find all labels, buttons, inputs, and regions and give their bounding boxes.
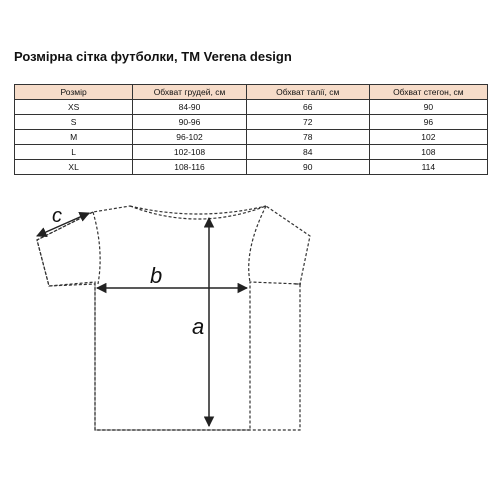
cell-size: XS [15, 100, 133, 115]
arrow-c [37, 213, 89, 236]
armhole-right [249, 206, 266, 282]
cell-waist: 90 [246, 160, 369, 175]
cell-hips: 114 [369, 160, 487, 175]
cell-hips: 90 [369, 100, 487, 115]
header-hips: Обхват стегон, см [369, 85, 487, 100]
cell-hips: 102 [369, 130, 487, 145]
table-row [15, 130, 488, 145]
armhole-left [93, 212, 100, 284]
table-header-row [15, 85, 488, 100]
tshirt-body [37, 212, 301, 430]
cell-waist: 78 [246, 130, 369, 145]
cell-chest: 90-96 [133, 115, 247, 130]
cell-hips: 108 [369, 145, 487, 160]
label-a: a [192, 314, 205, 339]
table-row [15, 100, 488, 115]
table-row [15, 115, 488, 130]
label-c: c [52, 205, 62, 227]
cell-chest: 102-108 [133, 145, 247, 160]
tshirt-shape [37, 206, 310, 430]
cell-size: XL [15, 160, 133, 175]
cell-chest: 84-90 [133, 100, 247, 115]
header-chest: Обхват грудей, см [133, 85, 247, 100]
header-waist: Обхват талії, см [246, 85, 369, 100]
table-row [15, 160, 488, 175]
tshirt-diagram [0, 190, 500, 470]
header-size: Розмір [15, 85, 133, 100]
cell-size: S [15, 115, 133, 130]
cell-size: M [15, 130, 133, 145]
cell-chest: 108-116 [133, 160, 247, 175]
cell-hips: 96 [369, 115, 487, 130]
table-row [15, 145, 488, 160]
cell-waist: 84 [246, 145, 369, 160]
size-table [14, 84, 488, 175]
chart-title: Розмірна сітка футболки, TM Verena design [14, 49, 292, 64]
cell-waist: 72 [246, 115, 369, 130]
cell-waist: 66 [246, 100, 369, 115]
cell-chest: 96-102 [133, 130, 247, 145]
label-b: b [150, 263, 163, 288]
cell-size: L [15, 145, 133, 160]
tshirt-outline [37, 206, 310, 430]
